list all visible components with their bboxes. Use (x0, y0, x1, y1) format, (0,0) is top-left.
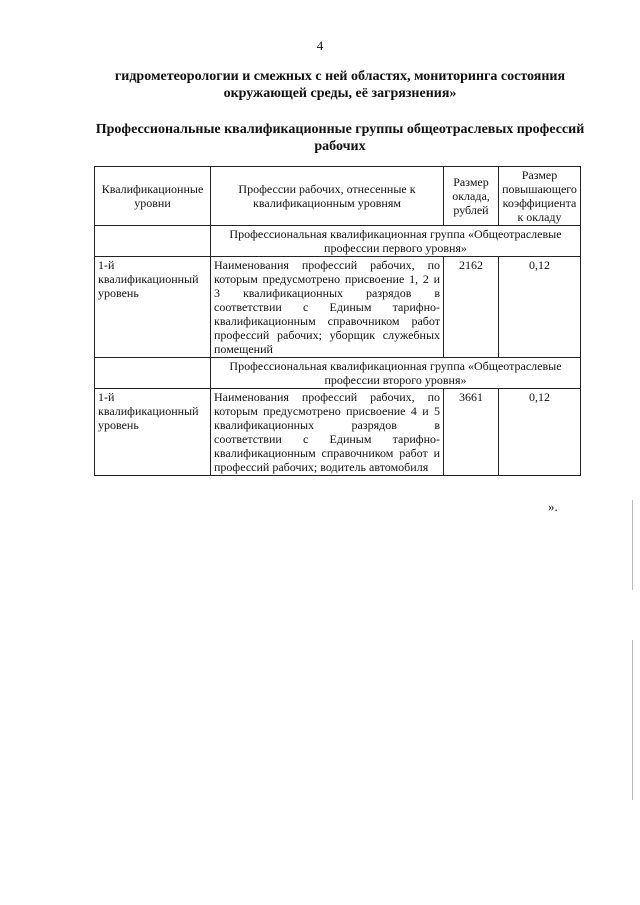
page-number: 4 (316, 38, 324, 53)
group-title: Профессиональная квалификационная группа «Общеотраслевые профессии второго уровня» (211, 358, 581, 389)
heading-continuation: гидрометеорологии и смежных с ней областях, мониторинга состояния окружающей среды, её загрязнения» (114, 69, 566, 101)
table-row (95, 389, 581, 476)
section-title: Профессиональные квалификационные группы общеотраслевых профессий рабочих (95, 122, 585, 154)
cell-professions: Наименования профессий рабочих, по которым предусмотрено присвоение 4 и 5 квалификационных разрядов в соответствии с Единым тарифно-квалификационным справочником работ и профессий рабочих; водитель автомобиля (211, 389, 444, 476)
scan-edge-mark (632, 500, 633, 590)
header-level: Квалификационные уровни (95, 167, 211, 226)
header-salary: Размер оклада, рублей (444, 167, 499, 226)
group-row (95, 226, 581, 257)
header-coefficient: Размер повышающего коэффициента к окладу (499, 167, 581, 226)
table-header-row (95, 167, 581, 226)
header-professions: Профессии рабочих, отнесенные к квалификационным уровням (211, 167, 444, 226)
qualification-groups-table (94, 166, 581, 476)
cell-level: 1-й квалификационный уровень (95, 389, 211, 476)
group-title: Профессиональная квалификационная группа «Общеотраслевые профессии первого уровня» (211, 226, 581, 257)
cell-salary: 3661 (444, 389, 499, 476)
closing-quote-mark: ». (548, 499, 558, 514)
cell-coefficient: 0,12 (499, 257, 581, 358)
scan-edge-mark (632, 640, 633, 800)
group-row (95, 358, 581, 389)
cell-professions: Наименования профессий рабочих, по которым предусмотрено присвоение 1, 2 и 3 квалификационных разрядов в соответствии с Единым тарифно-квалификационным справочником работ профессий рабочих; уборщик служебных помещений (211, 257, 444, 358)
table-row (95, 257, 581, 358)
cell-coefficient: 0,12 (499, 389, 581, 476)
cell-salary: 2162 (444, 257, 499, 358)
cell-level: 1-й квалификационный уровень (95, 257, 211, 358)
